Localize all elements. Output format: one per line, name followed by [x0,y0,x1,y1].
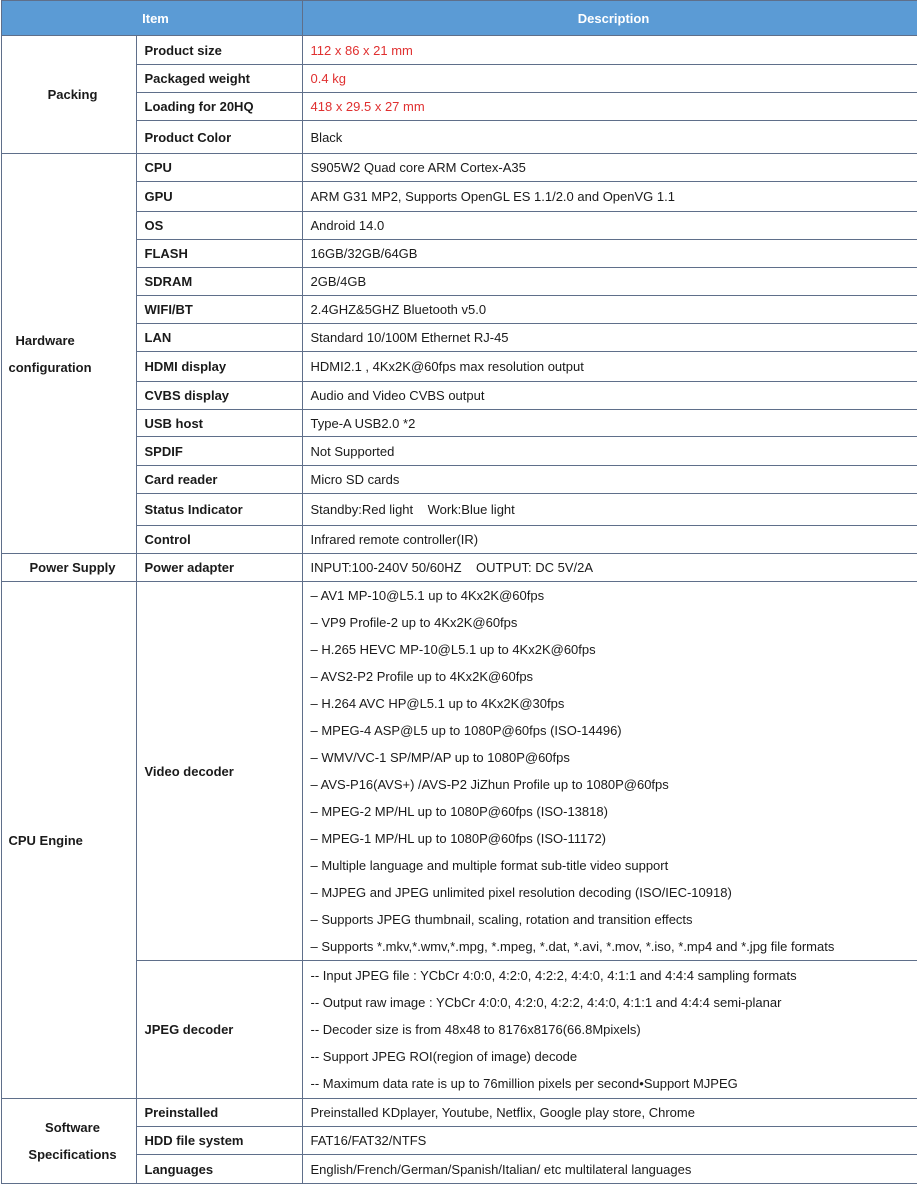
list-item: -- Maximum data rate is up to 76million pixels per second•Support MJPEG [311,1070,917,1097]
spec-name: Power adapter [136,554,302,582]
spec-name: SPDIF [136,437,302,466]
table-row [1,961,917,1099]
spec-table [1,0,917,1184]
spec-name: GPU [136,182,302,212]
table-row [1,296,917,324]
group-cpu-engine: CPU Engine [1,582,136,1099]
spec-value: Infrared remote controller(IR) [302,526,917,554]
spec-value: INPUT:100-240V 50/60HZ OUTPUT: DC 5V/2A [302,554,917,582]
video-decoder-list [302,582,917,961]
spec-value: Standard 10/100M Ethernet RJ-45 [302,324,917,352]
spec-value: 0.4 kg [302,65,917,93]
spec-name: Product size [136,36,302,65]
list-item: – Supports JPEG thumbnail, scaling, rotation and transition effects [311,906,917,933]
list-item: -- Output raw image : YCbCr 4:0:0, 4:2:0, 4:2:2, 4:4:0, 4:1:1 and 4:4:4 semi-planar [311,989,917,1016]
spec-value: 2GB/4GB [302,268,917,296]
spec-name: Video decoder [136,582,302,961]
table-row [1,494,917,526]
spec-value: Standby:Red light Work:Blue light [302,494,917,526]
spec-name: Packaged weight [136,65,302,93]
spec-name: Loading for 20HQ [136,93,302,121]
list-item: – MPEG-2 MP/HL up to 1080P@60fps (ISO-13818) [311,798,917,825]
table-row [1,352,917,382]
spec-value: English/French/German/Spanish/Italian/ etc multilateral languages [302,1155,917,1184]
spec-value: Audio and Video CVBS output [302,382,917,410]
list-item: – AV1 MP-10@L5.1 up to 4Kx2K@60fps [311,582,917,609]
table-row [1,324,917,352]
table-row [1,121,917,154]
list-item: – Supports *.mkv,*.wmv,*.mpg, *.mpeg, *.dat, *.avi, *.mov, *.iso, *.mp4 and *.jpg file formats [311,933,917,960]
spec-value: Preinstalled KDplayer, Youtube, Netflix, Google play store, Chrome [302,1099,917,1127]
spec-name: Preinstalled [136,1099,302,1127]
spec-value: Not Supported [302,437,917,466]
group-hardware-line1: Hardware [9,327,136,354]
table-row [1,268,917,296]
group-hardware-line2: configuration [9,354,136,381]
spec-name: SDRAM [136,268,302,296]
group-power: Power Supply [1,554,136,582]
list-item: – MJPEG and JPEG unlimited pixel resolution decoding (ISO/IEC-10918) [311,879,917,906]
spec-name: HDD file system [136,1127,302,1155]
spec-value: Black [302,121,917,154]
group-software [1,1099,136,1184]
list-item: – AVS-P16(AVS+) /AVS-P2 JiZhun Profile up to 1080P@60fps [311,771,917,798]
table-row [1,1155,917,1184]
spec-name: WIFI/BT [136,296,302,324]
spec-value: 112 x 86 x 21 mm [302,36,917,65]
spec-name: Languages [136,1155,302,1184]
spec-value: FAT16/FAT32/NTFS [302,1127,917,1155]
list-item: -- Input JPEG file : YCbCr 4:0:0, 4:2:0, 4:2:2, 4:4:0, 4:1:1 and 4:4:4 sampling formats [311,962,917,989]
table-row [1,212,917,240]
spec-name: CVBS display [136,382,302,410]
table-row [1,382,917,410]
group-software-line2: Specifications [10,1141,136,1168]
list-item: – Multiple language and multiple format sub-title video support [311,852,917,879]
spec-name: USB host [136,410,302,437]
table-row [1,410,917,437]
table-row [1,93,917,121]
spec-value: HDMI2.1 , 4Kx2K@60fps max resolution output [302,352,917,382]
list-item: – VP9 Profile-2 up to 4Kx2K@60fps [311,609,917,636]
spec-name: JPEG decoder [136,961,302,1099]
table-row [1,240,917,268]
spec-name: Status Indicator [136,494,302,526]
header-item: Item [1,1,302,36]
spec-name: LAN [136,324,302,352]
spec-value: Type-A USB2.0 *2 [302,410,917,437]
table-row [1,1099,917,1127]
table-row [1,466,917,494]
list-item: -- Support JPEG ROI(region of image) decode [311,1043,917,1070]
table-row [1,65,917,93]
spec-value: 2.4GHZ&5GHZ Bluetooth v5.0 [302,296,917,324]
list-item: – H.264 AVC HP@L5.1 up to 4Kx2K@30fps [311,690,917,717]
list-item: – AVS2-P2 Profile up to 4Kx2K@60fps [311,663,917,690]
spec-name: OS [136,212,302,240]
table-header-row [1,1,917,36]
spec-name: Control [136,526,302,554]
spec-name: CPU [136,154,302,182]
spec-value: 16GB/32GB/64GB [302,240,917,268]
table-row [1,1127,917,1155]
list-item: – WMV/VC-1 SP/MP/AP up to 1080P@60fps [311,744,917,771]
table-row [1,526,917,554]
spec-name: Card reader [136,466,302,494]
list-item: – MPEG-1 MP/HL up to 1080P@60fps (ISO-11172) [311,825,917,852]
spec-value: Android 14.0 [302,212,917,240]
table-row [1,554,917,582]
table-row [1,36,917,65]
list-item: – MPEG-4 ASP@L5 up to 1080P@60fps (ISO-14496) [311,717,917,744]
group-packing: Packing [1,36,136,154]
table-row [1,182,917,212]
spec-name: Product Color [136,121,302,154]
list-item: -- Decoder size is from 48x48 to 8176x8176(66.8Mpixels) [311,1016,917,1043]
group-software-line1: Software [10,1114,136,1141]
table-row [1,437,917,466]
spec-value: S905W2 Quad core ARM Cortex-A35 [302,154,917,182]
spec-value: Micro SD cards [302,466,917,494]
spec-name: HDMI display [136,352,302,382]
table-row [1,154,917,182]
spec-name: FLASH [136,240,302,268]
header-description: Description [302,1,917,36]
table-row [1,582,917,961]
jpeg-decoder-list [302,961,917,1099]
list-item: – H.265 HEVC MP-10@L5.1 up to 4Kx2K@60fps [311,636,917,663]
group-hardware [1,154,136,554]
spec-value: 418 x 29.5 x 27 mm [302,93,917,121]
spec-value: ARM G31 MP2, Supports OpenGL ES 1.1/2.0 and OpenVG 1.1 [302,182,917,212]
